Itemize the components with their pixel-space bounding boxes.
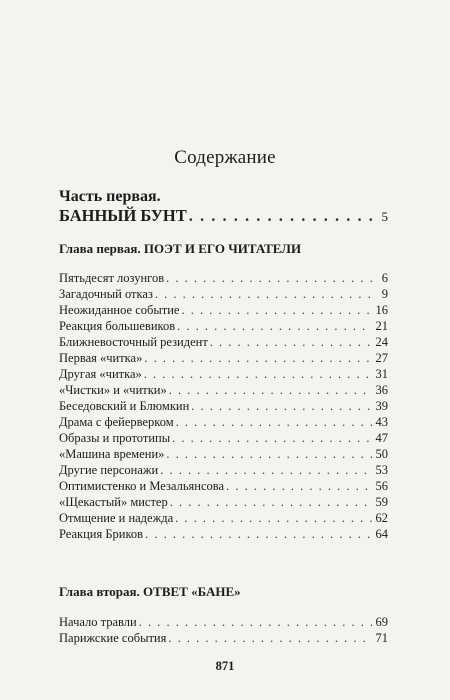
entry-page: 53 xyxy=(375,463,388,477)
leader-dots xyxy=(155,286,372,302)
entry-page: 24 xyxy=(375,335,388,349)
leader-dots xyxy=(169,382,372,398)
entry-page: 6 xyxy=(381,271,388,285)
toc-entry xyxy=(59,462,388,478)
entry-page: 31 xyxy=(375,367,388,381)
leader-dots xyxy=(144,366,372,382)
toc-entry xyxy=(59,398,388,414)
leader-dots xyxy=(166,446,372,462)
toc-entry xyxy=(59,334,388,350)
entry-title: Беседовский и Блюмкин xyxy=(59,399,190,413)
leader-dots xyxy=(175,510,372,526)
leader-dots xyxy=(139,614,372,630)
entry-page: 56 xyxy=(375,479,388,493)
leader-dots xyxy=(172,430,372,446)
entry-page: 9 xyxy=(381,287,388,301)
entry-title: Ближневосточный резидент xyxy=(59,335,208,349)
toc-entry xyxy=(59,286,388,302)
entry-page: 59 xyxy=(375,495,388,509)
leader-dots xyxy=(191,398,372,414)
entry-page: 36 xyxy=(375,383,388,397)
part-label: Часть первая. xyxy=(59,188,161,205)
leader-dots xyxy=(145,526,372,542)
entry-title: «Щекастый» мистер xyxy=(59,495,168,509)
toc-entry xyxy=(59,302,388,318)
entry-title: Пятьдесят лозунгов xyxy=(59,271,165,285)
entry-page: 69 xyxy=(375,615,388,629)
chapter2-entries xyxy=(59,614,388,646)
toc-entry xyxy=(59,446,388,462)
leader-dots xyxy=(226,478,372,494)
entry-page: 50 xyxy=(375,447,388,461)
part-name: БАННЫЙ БУНТ xyxy=(59,206,187,225)
entry-title: «Машина времени» xyxy=(59,447,165,461)
toc-entry xyxy=(59,430,388,446)
toc-entry xyxy=(59,478,388,494)
chapter-heading: Глава первая. ПОЭТ И ЕГО ЧИТАТЕЛИ xyxy=(59,241,302,256)
entry-title: «Чистки» и «читки» xyxy=(59,383,167,397)
toc-entry xyxy=(59,526,388,542)
entry-title: Образы и прототипы xyxy=(59,431,171,445)
chapter-heading: Глава вторая. ОТВЕТ «БАНЕ» xyxy=(59,584,241,599)
toc-entry xyxy=(59,318,388,334)
entry-title: Загадочный отказ xyxy=(59,287,153,301)
leader-dots xyxy=(168,630,372,646)
leader-dots xyxy=(166,270,372,286)
leader-dots xyxy=(189,206,372,226)
toc-entry xyxy=(59,510,388,526)
toc-entry xyxy=(59,494,388,510)
entry-page: 62 xyxy=(375,511,388,525)
entry-page: 43 xyxy=(375,415,388,429)
entry-title: Другие персонажи xyxy=(59,463,159,477)
toc-entry xyxy=(59,414,388,430)
toc-entry xyxy=(59,630,388,646)
entry-title: Отмщение и надежда xyxy=(59,511,174,525)
entry-title: Другая «читка» xyxy=(59,367,142,381)
leader-dots xyxy=(160,462,372,478)
entry-title: Начало травли xyxy=(59,615,137,629)
chapter1-entries xyxy=(59,270,388,542)
entry-page: 47 xyxy=(375,431,388,445)
entry-title: Первая «читка» xyxy=(59,351,143,365)
entry-title: Реакция Бриков xyxy=(59,527,144,541)
entry-page: 16 xyxy=(375,303,388,317)
toc-entry xyxy=(59,270,388,286)
entry-title: Парижские события xyxy=(59,631,167,645)
entry-title: Оптимистенко и Мезальянсова xyxy=(59,479,225,493)
leader-dots xyxy=(170,494,372,510)
entry-page: 71 xyxy=(375,631,388,645)
entry-page: 21 xyxy=(375,319,388,333)
entry-title: Драма с фейерверком xyxy=(59,415,174,429)
entry-page: 39 xyxy=(375,399,388,413)
entry-title: Реакция большевиков xyxy=(59,319,176,333)
part-page: 5 xyxy=(381,209,388,224)
entry-page: 64 xyxy=(375,527,388,541)
leader-dots xyxy=(176,414,372,430)
leader-dots xyxy=(181,302,372,318)
entry-title: Неожиданное событие xyxy=(59,303,180,317)
toc-entry xyxy=(59,614,388,630)
leader-dots xyxy=(177,318,372,334)
toc-entry xyxy=(59,366,388,382)
toc-entry xyxy=(59,350,388,366)
page-number: 871 xyxy=(215,659,235,673)
entry-page: 27 xyxy=(375,351,388,365)
leader-dots xyxy=(210,334,372,350)
toc-entry xyxy=(59,382,388,398)
page-title: Содержание xyxy=(174,147,276,168)
leader-dots xyxy=(144,350,372,366)
part-row xyxy=(59,206,388,226)
